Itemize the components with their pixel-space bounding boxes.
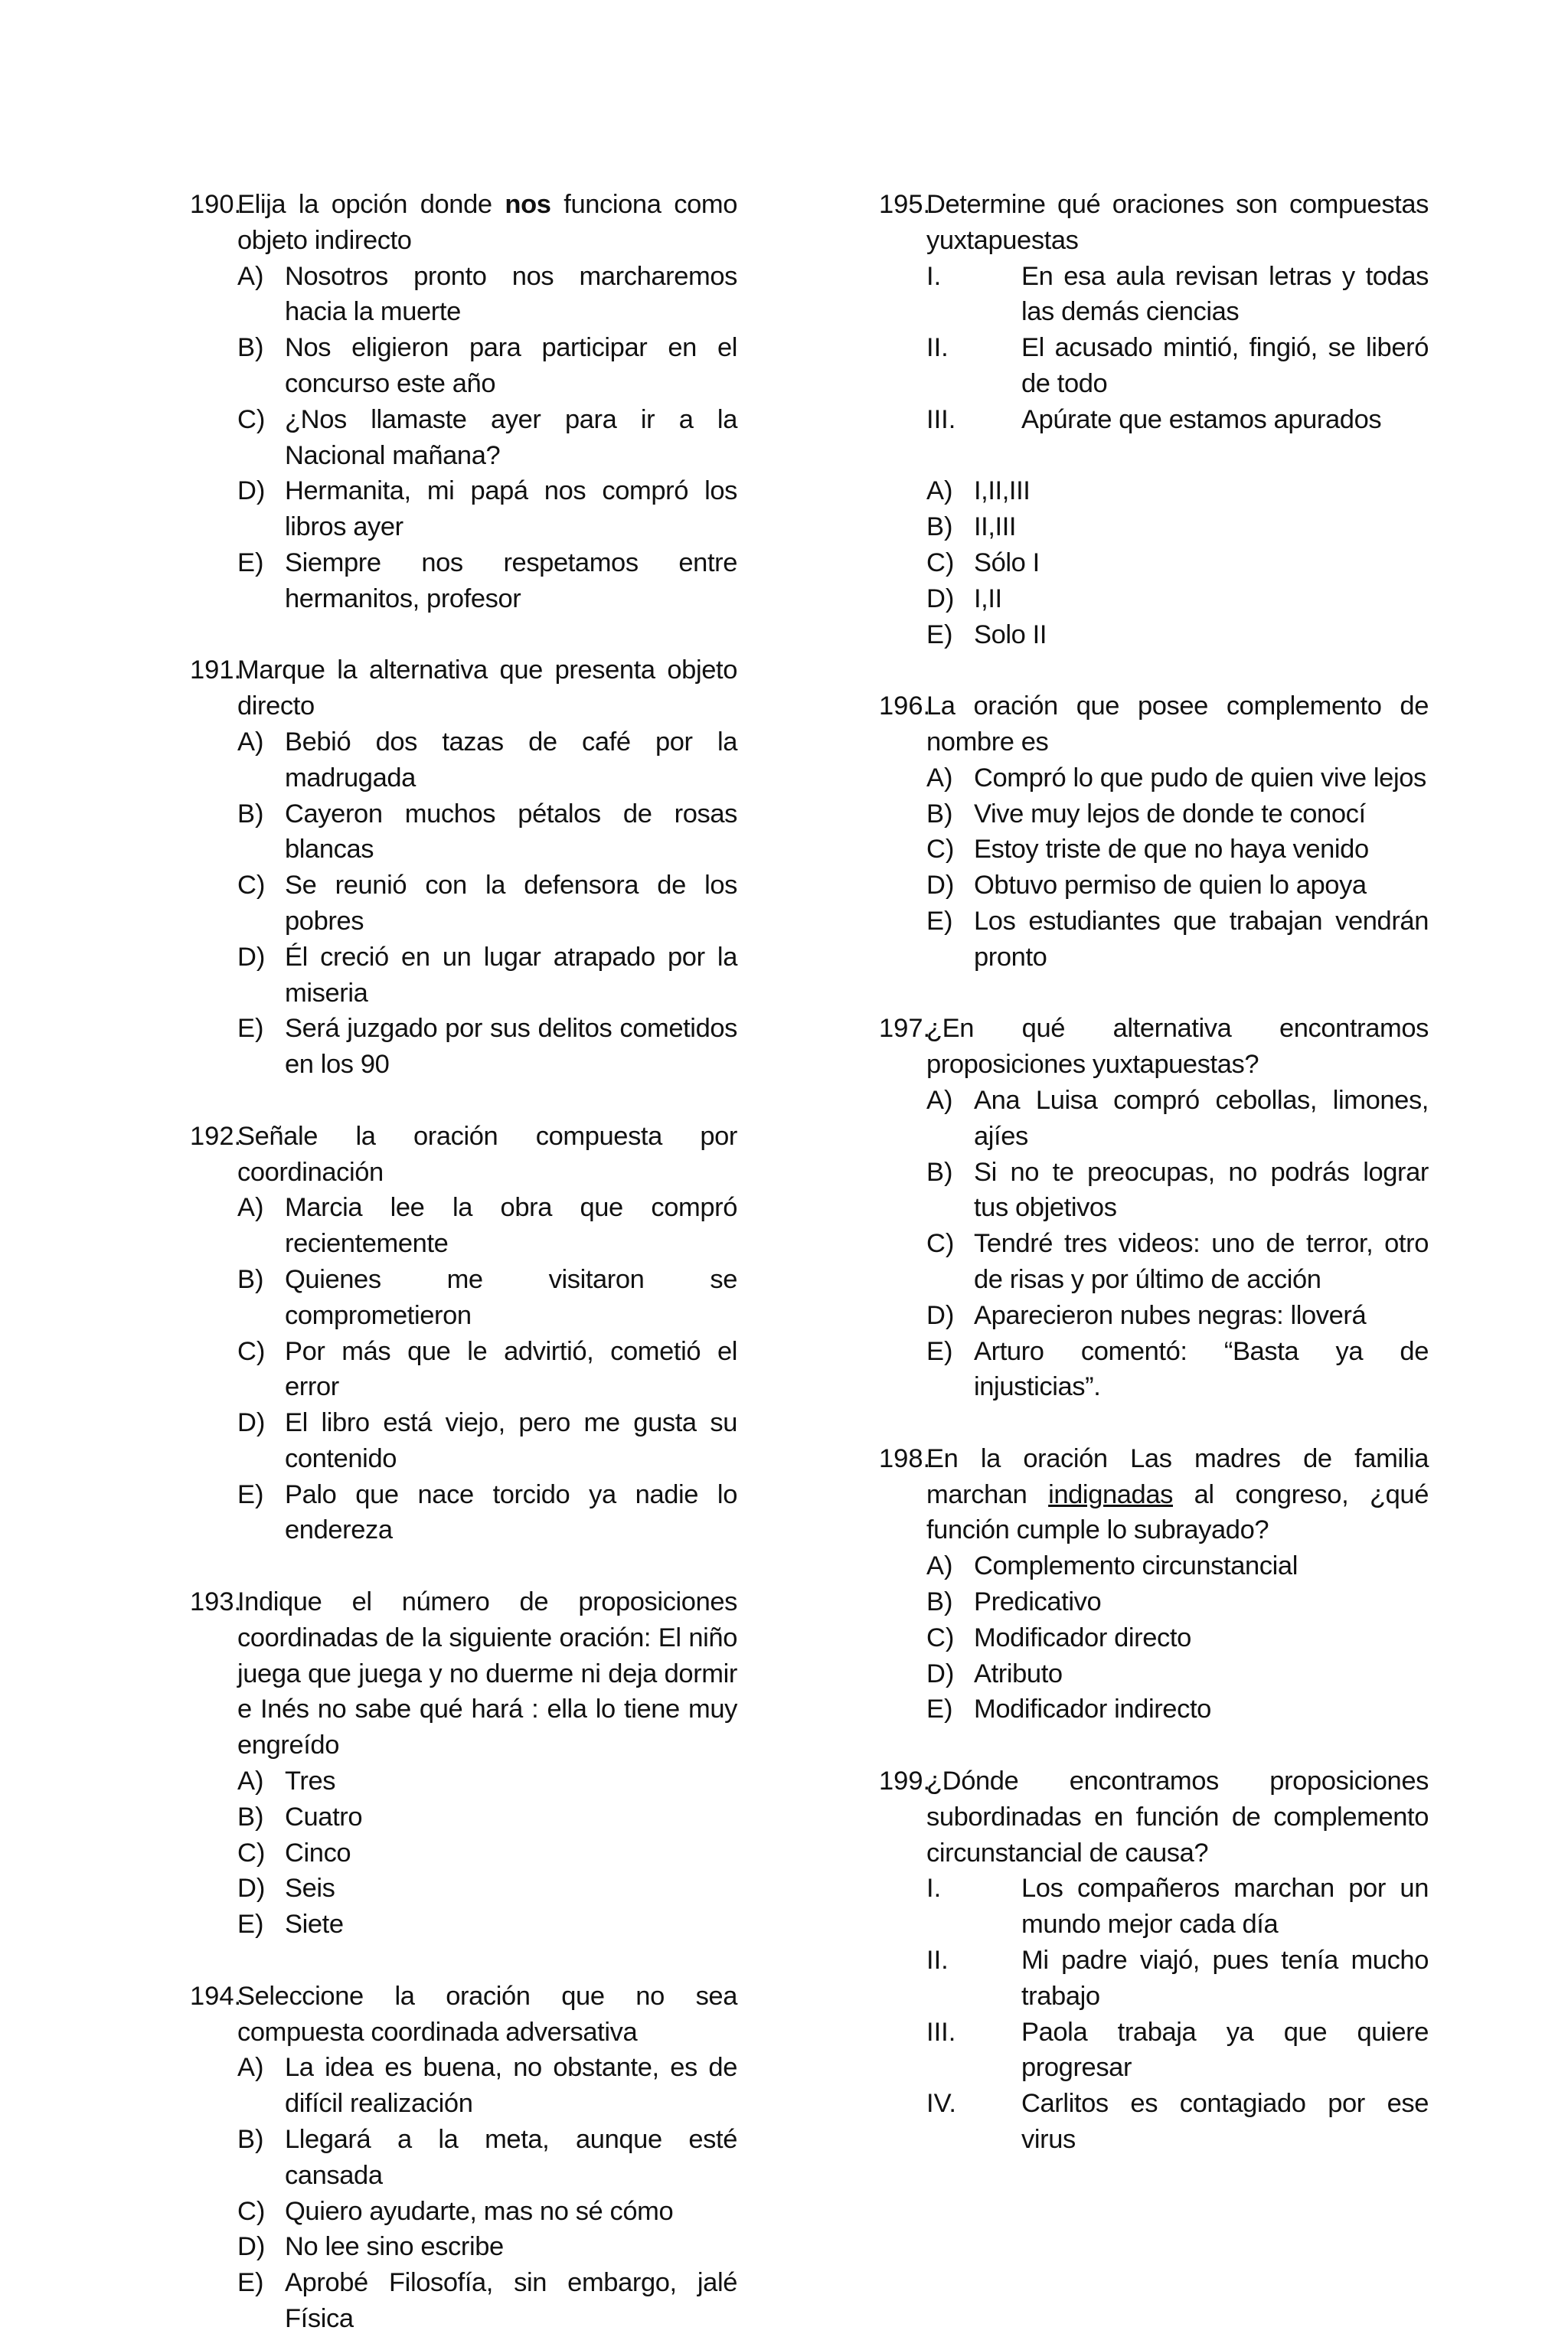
option-b bbox=[926, 1155, 1429, 1227]
question-text: Señale la oración compuesta por coordinación bbox=[237, 1121, 737, 1187]
option-text: Bebió dos tazas de café por la madrugada bbox=[285, 727, 737, 793]
option-label: A) bbox=[237, 2053, 264, 2083]
option-label: I. bbox=[926, 261, 942, 291]
statement-i bbox=[926, 259, 1429, 331]
option-text: Vive muy lejos de donde te conocí bbox=[974, 799, 1366, 829]
option-d bbox=[237, 2229, 737, 2265]
option-label: D) bbox=[237, 476, 266, 506]
option-c bbox=[237, 2194, 737, 2230]
option-c bbox=[237, 868, 737, 940]
option-label: C) bbox=[237, 1838, 266, 1868]
option-a bbox=[926, 760, 1429, 796]
option-text: Apúrate que estamos apurados bbox=[1021, 404, 1382, 434]
statement-ii bbox=[926, 1943, 1429, 2015]
option-e bbox=[237, 1477, 737, 1549]
option-label: B) bbox=[237, 1802, 264, 1832]
option-text: II,III bbox=[974, 512, 1017, 542]
option-label: E) bbox=[926, 906, 953, 936]
option-text: La idea es buena, no obstante, es de difícil realización bbox=[285, 2053, 737, 2119]
question-text: Indique el número de proposiciones coordinadas de la siguiente oración: El niño juega que juega y no duerme ni deja dormir e Inés no sabe qué hará : ella lo tiene muy engreído bbox=[237, 1587, 737, 1760]
question-text bbox=[237, 187, 737, 259]
option-text: Estoy triste de que no haya venido bbox=[974, 835, 1369, 865]
option-text: Nos eligieron para participar en el concurso este año bbox=[285, 333, 737, 398]
question-number: 190. bbox=[190, 190, 242, 219]
option-text: Cinco bbox=[285, 1838, 351, 1868]
question-text-part: al congreso, ¿qué función cumple lo subrayado? bbox=[926, 1479, 1429, 1545]
option-e bbox=[237, 2265, 737, 2337]
statement-ii bbox=[926, 330, 1429, 402]
option-label: A) bbox=[237, 261, 264, 291]
question-number: 194. bbox=[190, 1981, 242, 2011]
option-label: II. bbox=[926, 333, 949, 363]
option-text: Solo II bbox=[974, 619, 1047, 649]
option-d bbox=[926, 581, 1429, 617]
option-label: D) bbox=[926, 583, 955, 613]
option-label: B) bbox=[926, 1157, 953, 1187]
option-label: B) bbox=[237, 799, 264, 829]
option-text: Mi padre viajó, pues tenía mucho trabajo bbox=[1021, 1946, 1429, 2011]
option-text: ¿Nos llamaste ayer para ir a la Nacional mañana? bbox=[285, 404, 737, 470]
option-label: A) bbox=[926, 1551, 953, 1581]
option-text: Compró lo que pudo de quien vive lejos bbox=[974, 763, 1426, 793]
statement-iv bbox=[926, 2086, 1429, 2158]
spacer bbox=[879, 438, 1429, 474]
statement-iii bbox=[926, 2015, 1429, 2087]
question-191 bbox=[190, 652, 737, 1083]
option-label: B) bbox=[926, 1587, 953, 1617]
option-text: Quiero ayudarte, mas no sé cómo bbox=[285, 2196, 674, 2226]
option-a bbox=[237, 1763, 737, 1799]
option-e bbox=[926, 904, 1429, 976]
option-label: D) bbox=[237, 942, 266, 972]
option-b bbox=[237, 796, 737, 868]
option-text: Obtuvo permiso de quien lo apoya bbox=[974, 871, 1367, 900]
question-199 bbox=[879, 1763, 1429, 2158]
option-label: D) bbox=[237, 1874, 266, 1904]
option-a bbox=[926, 1083, 1429, 1155]
option-b bbox=[237, 1262, 737, 1334]
option-label: E) bbox=[237, 1479, 264, 1509]
option-label: A) bbox=[237, 1767, 264, 1796]
question-193 bbox=[190, 1584, 737, 1943]
option-b bbox=[926, 796, 1429, 832]
option-text: Modificador indirecto bbox=[974, 1695, 1211, 1724]
option-text: Complemento circunstancial bbox=[974, 1551, 1298, 1581]
option-text: Por más que le advirtió, cometió el error bbox=[285, 1336, 737, 1402]
option-label: B) bbox=[926, 512, 953, 542]
option-label: B) bbox=[237, 2125, 264, 2155]
option-label: B) bbox=[926, 799, 953, 829]
option-label: E) bbox=[237, 547, 264, 577]
question-text: Determine qué oraciones son compuestas yuxtapuestas bbox=[926, 190, 1429, 255]
option-text: Arturo comentó: “Basta ya de injusticias”. bbox=[974, 1336, 1429, 1402]
option-label: A) bbox=[237, 1193, 264, 1223]
option-a bbox=[237, 259, 737, 331]
option-label: D) bbox=[237, 2232, 266, 2262]
option-text: Él creció en un lugar atrapado por la miseria bbox=[285, 942, 737, 1008]
option-e bbox=[237, 1011, 737, 1083]
option-text: Llegará a la meta, aunque esté cansada bbox=[285, 2125, 737, 2190]
option-text: El libro está viejo, pero me gusta su contenido bbox=[285, 1408, 737, 1473]
option-label: D) bbox=[926, 871, 955, 900]
option-text: Aprobé Filosofía, sin embargo, jalé Física bbox=[285, 2268, 737, 2334]
option-label: C) bbox=[926, 835, 955, 865]
option-label: E) bbox=[237, 1910, 264, 1940]
option-b bbox=[237, 330, 737, 402]
question-198 bbox=[879, 1441, 1429, 1727]
option-label: I. bbox=[926, 1874, 942, 1904]
option-text: Paola trabaja ya que quiere progresar bbox=[1021, 2017, 1429, 2083]
option-text: Sólo I bbox=[974, 547, 1040, 577]
statement-i bbox=[926, 1871, 1429, 1943]
left-column bbox=[190, 187, 737, 2337]
option-c bbox=[926, 1620, 1429, 1656]
question-number: 191. bbox=[190, 655, 242, 685]
option-label: E) bbox=[237, 2268, 264, 2298]
option-c bbox=[237, 1334, 737, 1406]
option-a bbox=[237, 1190, 737, 1262]
question-194 bbox=[190, 1979, 737, 2337]
option-text: Nosotros pronto nos marcharemos hacia la muerte bbox=[285, 261, 737, 327]
option-c bbox=[237, 1835, 737, 1871]
question-number: 196. bbox=[879, 691, 931, 721]
option-label: III. bbox=[926, 404, 956, 434]
option-e bbox=[237, 1907, 737, 1943]
option-label: A) bbox=[926, 763, 953, 793]
question-number: 198. bbox=[879, 1443, 931, 1473]
option-b bbox=[926, 509, 1429, 545]
option-text: Carlitos es contagiado por ese virus bbox=[1021, 2089, 1429, 2155]
option-label: A) bbox=[926, 476, 953, 506]
option-text: Hermanita, mi papá nos compró los libros ayer bbox=[285, 476, 737, 542]
option-a bbox=[237, 2050, 737, 2122]
option-label: E) bbox=[926, 1336, 953, 1366]
option-text: Quienes me visitaron se comprometieron bbox=[285, 1264, 737, 1330]
option-label: E) bbox=[237, 1014, 264, 1044]
option-label: II. bbox=[926, 1946, 949, 1976]
question-text-part: funciona como objeto indirecto bbox=[237, 190, 738, 255]
option-text: Siempre nos respetamos entre hermanitos, profesor bbox=[285, 547, 737, 613]
option-text: Cuatro bbox=[285, 1802, 363, 1832]
option-text: Los compañeros marchan por un mundo mejor cada día bbox=[1021, 1874, 1429, 1940]
question-number: 199. bbox=[879, 1767, 931, 1796]
option-label: A) bbox=[926, 1085, 953, 1115]
underlined-word: indignadas bbox=[1048, 1479, 1173, 1509]
option-label: C) bbox=[237, 404, 266, 434]
question-text: Seleccione la oración que no sea compuesta coordinada adversativa bbox=[237, 1981, 737, 2047]
option-text: I,II,III bbox=[974, 476, 1031, 506]
option-text: No lee sino escribe bbox=[285, 2232, 504, 2262]
question-text: La oración que posee complemento de nombre es bbox=[926, 691, 1429, 757]
option-text: Siete bbox=[285, 1910, 344, 1940]
option-e bbox=[926, 617, 1429, 653]
option-text: Los estudiantes que trabajan vendrán pronto bbox=[974, 906, 1429, 972]
option-text: Atributo bbox=[974, 1659, 1063, 1688]
option-label: A) bbox=[237, 727, 264, 757]
option-e bbox=[237, 545, 737, 617]
option-b bbox=[926, 1584, 1429, 1620]
option-c bbox=[237, 402, 737, 474]
option-c bbox=[926, 832, 1429, 868]
option-label: C) bbox=[237, 871, 266, 900]
option-b bbox=[237, 2122, 737, 2194]
option-label: E) bbox=[926, 1695, 953, 1724]
question-text: ¿En qué alternativa encontramos proposiciones yuxtapuestas? bbox=[926, 1014, 1429, 1080]
question-text: Marque la alternativa que presenta objeto directo bbox=[237, 655, 737, 721]
question-196 bbox=[879, 688, 1429, 975]
option-d bbox=[237, 1871, 737, 1907]
option-a bbox=[237, 724, 737, 796]
option-text: Predicativo bbox=[974, 1587, 1102, 1617]
question-text bbox=[926, 1441, 1429, 1548]
option-text: En esa aula revisan letras y todas las demás ciencias bbox=[1021, 261, 1429, 327]
bold-keyword: nos bbox=[505, 190, 551, 219]
question-text-part: En la oración Las madres de familia marchan bbox=[926, 1443, 1429, 1509]
option-label: B) bbox=[237, 1264, 264, 1294]
option-label: C) bbox=[926, 547, 955, 577]
option-d bbox=[926, 868, 1429, 904]
question-number: 195. bbox=[879, 190, 931, 219]
option-a bbox=[926, 1548, 1429, 1584]
option-label: C) bbox=[237, 1336, 266, 1366]
option-label: IV. bbox=[926, 2089, 957, 2119]
option-text: Tendré tres videos: uno de terror, otro de risas y por último de acción bbox=[974, 1229, 1429, 1294]
option-text: Ana Luisa compró cebollas, limones, ajíes bbox=[974, 1085, 1429, 1151]
option-text: Palo que nace torcido ya nadie lo endereza bbox=[285, 1479, 737, 1545]
option-d bbox=[926, 1656, 1429, 1692]
option-label: C) bbox=[926, 1229, 955, 1259]
option-d bbox=[237, 1405, 737, 1477]
option-label: C) bbox=[237, 2196, 266, 2226]
option-text: Cayeron muchos pétalos de rosas blancas bbox=[285, 799, 737, 865]
question-text: ¿Dónde encontramos proposiciones subordinadas en función de complemento circunstancial de causa? bbox=[926, 1767, 1429, 1868]
option-label: D) bbox=[926, 1300, 955, 1330]
option-b bbox=[237, 1799, 737, 1835]
option-label: C) bbox=[926, 1623, 955, 1652]
option-label: B) bbox=[237, 333, 264, 363]
option-label: III. bbox=[926, 2017, 956, 2047]
option-label: E) bbox=[926, 619, 953, 649]
question-number: 192. bbox=[190, 1121, 242, 1151]
option-text: Modificador directo bbox=[974, 1623, 1191, 1652]
option-text: Se reunió con la defensora de los pobres bbox=[285, 871, 737, 936]
right-column bbox=[879, 187, 1429, 2158]
option-text: El acusado mintió, fingió, se liberó de todo bbox=[1021, 333, 1429, 398]
option-text: Si no te preocupas, no podrás lograr tus objetivos bbox=[974, 1157, 1429, 1223]
option-c bbox=[926, 545, 1429, 581]
option-text: Aparecieron nubes negras: lloverá bbox=[974, 1300, 1367, 1330]
option-label: D) bbox=[926, 1659, 955, 1688]
option-e bbox=[926, 1691, 1429, 1727]
question-197 bbox=[879, 1011, 1429, 1405]
question-192 bbox=[190, 1119, 737, 1549]
option-d bbox=[926, 1298, 1429, 1334]
question-190 bbox=[190, 187, 737, 617]
question-195 bbox=[879, 187, 1429, 652]
option-text: Tres bbox=[285, 1767, 336, 1796]
question-number: 197. bbox=[879, 1014, 931, 1044]
option-text: Será juzgado por sus delitos cometidos en los 90 bbox=[285, 1014, 737, 1080]
option-a bbox=[926, 473, 1429, 509]
question-number: 193. bbox=[190, 1587, 242, 1617]
option-text: I,II bbox=[974, 583, 1002, 613]
option-d bbox=[237, 473, 737, 545]
option-text: Marcia lee la obra que compró recientemente bbox=[285, 1193, 737, 1259]
question-text-part: Elija la opción donde bbox=[237, 190, 505, 219]
option-c bbox=[926, 1226, 1429, 1298]
statement-iii bbox=[926, 402, 1429, 438]
option-label: D) bbox=[237, 1408, 266, 1438]
option-text: Seis bbox=[285, 1874, 335, 1904]
option-e bbox=[926, 1334, 1429, 1406]
option-d bbox=[237, 940, 737, 1012]
